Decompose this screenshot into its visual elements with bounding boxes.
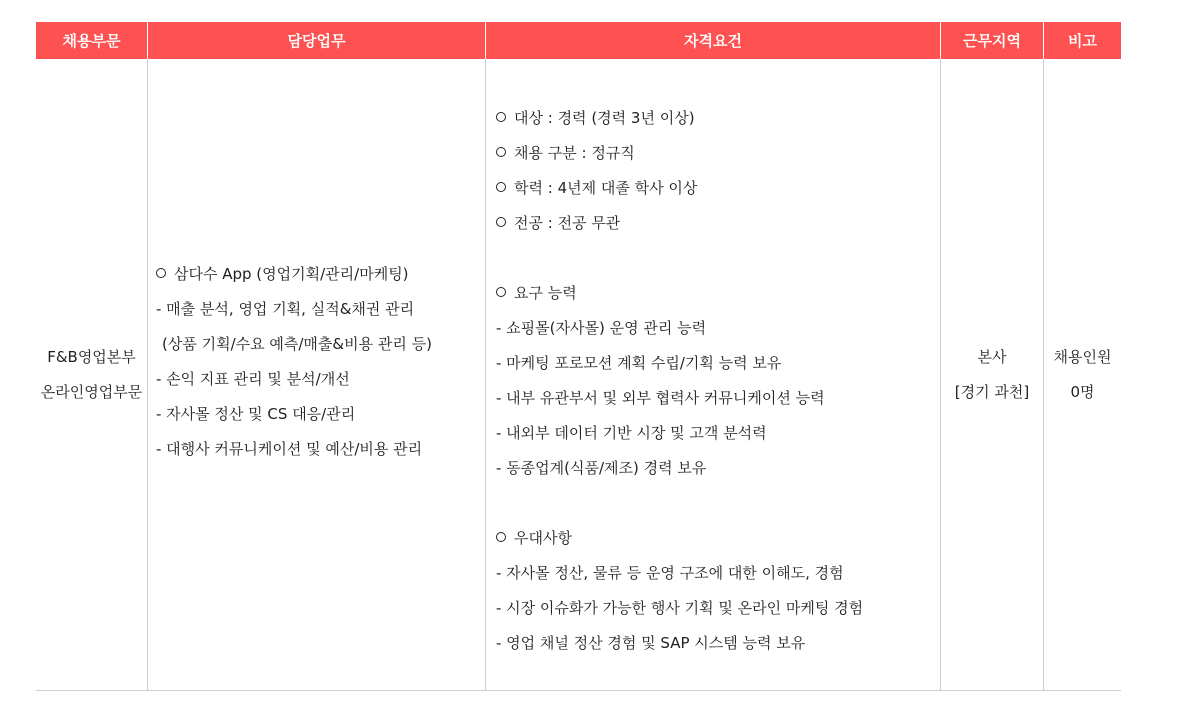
preferred-line: - 자사몰 정산, 물류 등 운영 구조에 대한 이해도, 경험 xyxy=(496,564,844,582)
location-region: [경기 과천] xyxy=(954,382,1030,401)
circle-bullet-icon xyxy=(496,147,506,157)
requirement-basic: 채용 구분 : 정규직 xyxy=(496,136,940,171)
duty-line: - 자사몰 정산 및 CS 대응/관리 xyxy=(156,405,356,423)
ability-line: - 마케팅 포로모션 계획 수립/기획 능력 보유 xyxy=(496,354,782,372)
ability-line: - 동종업계(식품/제조) 경력 보유 xyxy=(496,459,707,477)
header-remarks: 비고 xyxy=(1068,32,1097,50)
requirement-basic: 대상 : 경력 (경력 3년 이상) xyxy=(496,101,940,136)
remarks-cell xyxy=(1044,59,1121,690)
remarks-label: 채용인원 xyxy=(1053,347,1112,366)
recruitment-table xyxy=(36,22,1121,691)
duty-line: (상품 기획/수요 예측/매출&비용 관리 등) xyxy=(162,335,432,353)
circle-bullet-icon xyxy=(496,112,506,122)
duties-cell xyxy=(148,59,486,690)
requirements-cell xyxy=(486,59,941,690)
header-requirements: 자격요건 xyxy=(486,22,941,59)
header-location: 근무지역 xyxy=(941,22,1044,59)
header-department: 채용부문 xyxy=(36,22,148,59)
duty-line: - 손익 지표 관리 및 분석/개선 xyxy=(156,370,350,388)
duties-title: 삼다수 App (영업기획/관리/마케팅) xyxy=(156,257,485,292)
circle-bullet-icon xyxy=(496,287,506,297)
preferred-title: 우대사항 xyxy=(496,521,940,556)
table-row xyxy=(36,59,1121,691)
department-division: 온라인영업부문 xyxy=(40,382,143,401)
circle-bullet-icon xyxy=(156,268,166,278)
header-duties: 담당업무 xyxy=(148,22,486,59)
ability-line: - 쇼핑몰(자사몰) 운영 관리 능력 xyxy=(496,319,707,337)
duty-line: - 매출 분석, 영업 기획, 실적&채권 관리 xyxy=(156,300,415,318)
requirement-basic: 학력 : 4년제 대졸 학사 이상 xyxy=(496,171,940,206)
circle-bullet-icon xyxy=(496,182,506,192)
circle-bullet-icon xyxy=(496,532,506,542)
department-name: F&B영업본부 xyxy=(47,347,136,366)
preferred-line: - 영업 채널 정산 경험 및 SAP 시스템 능력 보유 xyxy=(496,634,806,652)
ability-title: 요구 능력 xyxy=(496,276,940,311)
location-office: 본사 xyxy=(977,347,1007,366)
ability-line: - 내부 유관부서 및 외부 협력사 커뮤니케이션 능력 xyxy=(496,389,825,407)
duty-line: - 대행사 커뮤니케이션 및 예산/비용 관리 xyxy=(156,440,423,458)
remarks-count: 0명 xyxy=(1070,382,1095,401)
ability-line: - 내외부 데이터 기반 시장 및 고객 분석력 xyxy=(496,424,767,442)
preferred-line: - 시장 이슈화가 가능한 행사 기획 및 온라인 마케팅 경험 xyxy=(496,599,864,617)
circle-bullet-icon xyxy=(496,217,506,227)
department-cell xyxy=(36,59,148,690)
table-header xyxy=(36,22,1121,59)
location-cell xyxy=(941,59,1044,690)
requirement-basic: 전공 : 전공 무관 xyxy=(496,206,940,241)
